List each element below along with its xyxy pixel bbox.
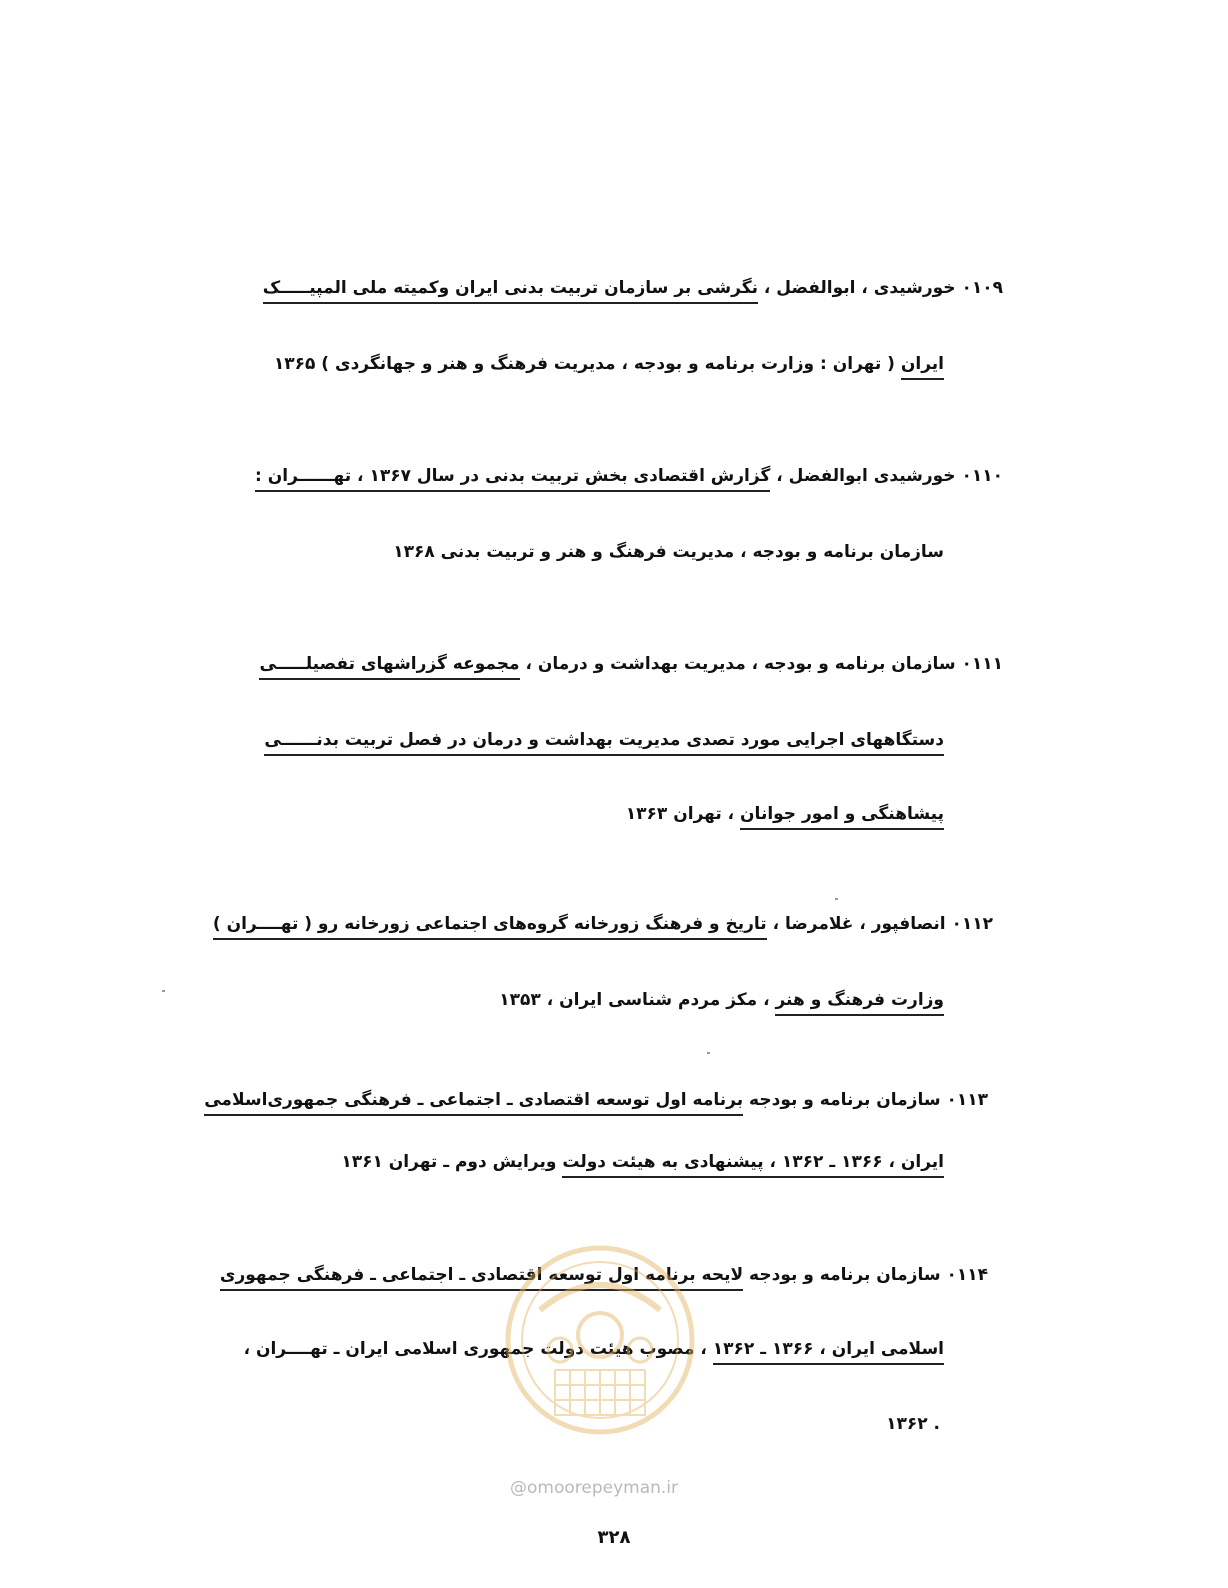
entry-0112-line-1 xyxy=(213,912,993,936)
entry-0113-line-1 xyxy=(204,1088,988,1112)
watermark-url-text: omoorepeyman.ir xyxy=(527,1478,679,1498)
speck xyxy=(707,1052,710,1054)
line-text: ۰۱۱۳ سازمان برنامه و بودجه xyxy=(743,1090,988,1110)
line-text: سازمان برنامه و بودجه ، مدیریت فرهنگ و هنر و تربیت بدنی ۱۳۶۸ xyxy=(393,542,944,562)
underlined-title: نگرشی بر سازمان تربیت بدنی ایران وکمیته ملی المپیـــــک xyxy=(263,278,758,304)
underlined-title: مجموعه گزراشهای تفصیلـــــی xyxy=(259,654,519,680)
entry-0111-line-3 xyxy=(626,802,944,826)
entry-0111-line-1 xyxy=(259,652,1003,676)
underlined-title: گزارش اقتصادی بخش تربیت بدنی در سال ۱۳۶۷ ، تهــــــران : xyxy=(255,466,770,492)
line-text: ویرایش دوم ـ تهران ۱۳۶۱ xyxy=(341,1152,563,1172)
line-text: ۱۳۶۲ . xyxy=(886,1414,940,1434)
entry-0113-line-2 xyxy=(341,1150,944,1174)
speck xyxy=(835,898,838,900)
watermark-url xyxy=(510,1478,710,1498)
underlined-title: تاریخ و فرهنگ زورخانه گروه‌های اجتماعی زورخانه رو ( تهــــران ) xyxy=(213,914,767,940)
underlined-title: اسلامی ایران ، ۱۳۶۶ ـ ۱۳۶۲ xyxy=(713,1339,944,1365)
line-text: ۰۱۱۰ خورشیدی ابوالفضل ، xyxy=(770,466,1003,486)
line-text: ۰۱۱۴ سازمان برنامه و بودجه xyxy=(743,1265,988,1285)
entry-0109-line-1 xyxy=(263,276,1003,300)
line-text: ، مکز مردم شناسی ایران ، ۱۳۵۳ xyxy=(499,990,776,1010)
line-text: ۰۱۱۱ سازمان برنامه و بودجه ، مدیریت بهداشت و درمان ، xyxy=(519,654,1003,674)
entry-0114-line-3 xyxy=(886,1412,940,1436)
underlined-title: وزارت فرهنگ و هنر xyxy=(775,990,944,1016)
underlined-title: پیشاهنگی و امور جوانان xyxy=(740,804,944,830)
entry-0112-line-2 xyxy=(499,988,944,1012)
line-text: ۰۱۰۹ خورشیدی ، ابوالفضل ، xyxy=(757,278,1003,298)
underlined-title: ایران xyxy=(901,354,944,380)
at-icon: @ xyxy=(510,1478,527,1498)
underlined-title: برنامه اول توسعه اقتصادی ـ اجتماعی ـ فرهنگی جمهوری‌اسلامی xyxy=(204,1090,743,1116)
entry-0111-line-2 xyxy=(264,728,944,752)
line-text: ، تهران ۱۳۶۳ xyxy=(625,804,741,824)
entry-0110-line-1 xyxy=(255,464,1003,488)
entry-0110-line-2 xyxy=(393,540,944,564)
line-text: ، مصوب هیئت دولت جمهوری اسلامی ایران ـ تهــــران ، xyxy=(243,1339,713,1359)
underlined-title: دستگاههای اجرایی مورد تصدی مدیریت بهداشت و درمان در فصل تربیت بدنــــــی xyxy=(264,730,944,756)
seal-watermark-icon xyxy=(500,1240,700,1440)
speck xyxy=(162,990,165,992)
entry-0109-line-2 xyxy=(274,352,944,376)
line-text: ۰۱۱۲ انصافپور ، غلامرضا ، xyxy=(766,914,993,934)
page-number: ۳۲۸ xyxy=(597,1527,631,1548)
underlined-title: لایحه برنامه اول توسعه اقتصادی ـ اجتماعی ـ فرهنگی جمهوری xyxy=(220,1265,743,1291)
underlined-title: ایران ، ۱۳۶۶ ـ ۱۳۶۲ ، پیشنهادی به هیئت دولت xyxy=(562,1152,944,1178)
line-text: ( تهران : وزارت برنامه و بودجه ، مدیریت فرهنگ و هنر و جهانگردی ) ۱۳۶۵ xyxy=(273,354,901,374)
